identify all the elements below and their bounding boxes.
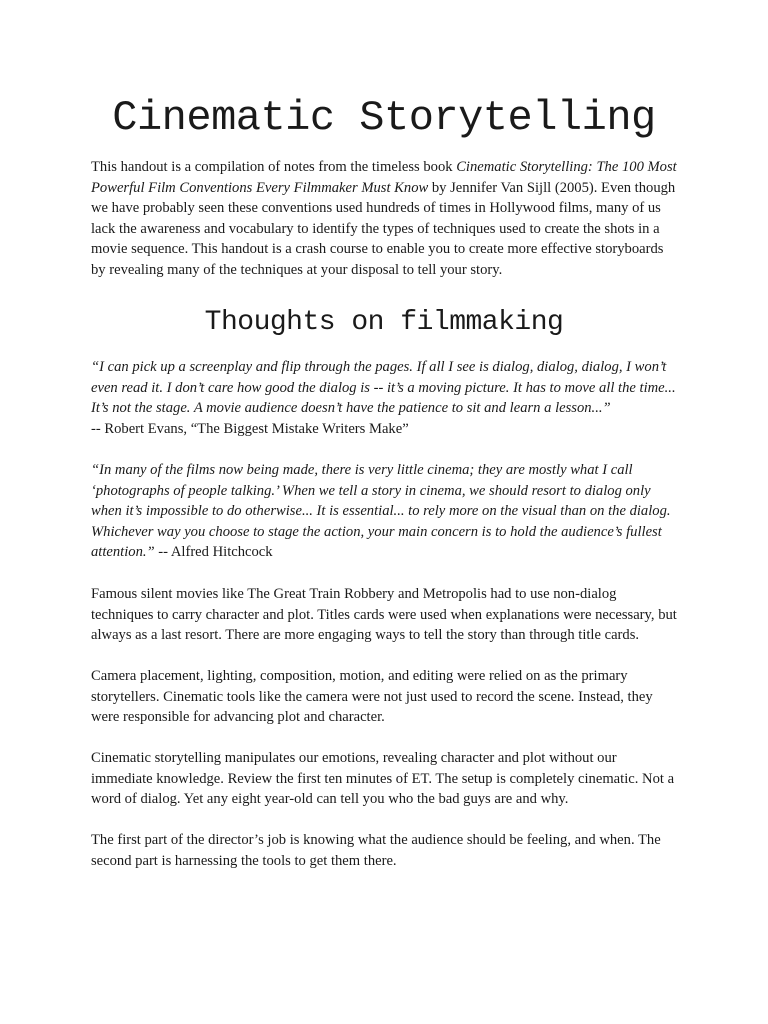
quote-hitchcock-text: “In many of the films now being made, there is very little cinema; they are mostly what I call ‘photographs of people talking.’ When we tell a story in cinema, we should resort to dialog only when it’s impossible to do otherwise... It is essential... to rely more on the visual than on the dialog. Whichever way you choose to stage the action, your main concern is to hold the audience’s fullest attention.” bbox=[91, 462, 671, 561]
quote-evans bbox=[91, 357, 681, 439]
book-title: Cinematic Storytelling: The 100 Most Powerful Film Conventions Every Filmmaker Must Know bbox=[91, 159, 677, 196]
intro-lead: This handout is a compilation of notes from the timeless book bbox=[91, 159, 457, 175]
quote-evans-attribution: -- Robert Evans, “The Biggest Mistake Writers Make” bbox=[91, 420, 409, 437]
body-paragraph: Camera placement, lighting, composition, motion, and editing were relied on as the primary storytellers. Cinematic tools like the camera were not just used to record the scene. Instead, they were responsible for advancing plot and character. bbox=[91, 668, 653, 726]
quote-hitchcock-attribution: -- Alfred Hitchcock bbox=[154, 544, 273, 561]
page-title: Cinematic Storytelling bbox=[112, 94, 656, 142]
section-heading: Thoughts on filmmaking bbox=[204, 307, 564, 338]
body-paragraph: The first part of the director’s job is knowing what the audience should be feeling, and when. The second part is harnessing the tools to get them there. bbox=[91, 832, 661, 869]
body-paragraph: Famous silent movies like The Great Train Robbery and Metropolis had to use non-dialog techniques to carry character and plot. Titles cards were used when explanations were necessary, but always as a last resort. There are more engaging ways to tell the story than through title cards. bbox=[91, 586, 677, 644]
intro-paragraph bbox=[91, 157, 681, 281]
intro-rest: by Jennifer Van Sijll (2005). Even though we have probably seen these conventions used hundreds of times in Hollywood films, many of us lack the awareness and vocabulary to identify the types of techniques used to create the shots in a movie sequence. This handout is a crash course to enable you to create more effective storyboards by revealing many of the techniques at your disposal to tell your story. bbox=[91, 179, 676, 278]
quote-evans-text: “I can pick up a screenplay and flip through the pages. If all I see is dialog, dialog, dialog, I won’t even read it. I don’t care how good the dialog is -- it’s a moving picture. It has to move all the time... It’s not the stage. A movie audience doesn’t have the patience to sit and learn a lesson...” bbox=[91, 359, 676, 417]
quote-hitchcock bbox=[91, 460, 681, 563]
body-paragraph: Cinematic storytelling manipulates our emotions, revealing character and plot without our immediate knowledge. Review the first ten minutes of ET. The setup is completely cinematic. Not a word of dialog. Yet any eight year-old can tell you who the bad guys are and why. bbox=[91, 750, 675, 808]
